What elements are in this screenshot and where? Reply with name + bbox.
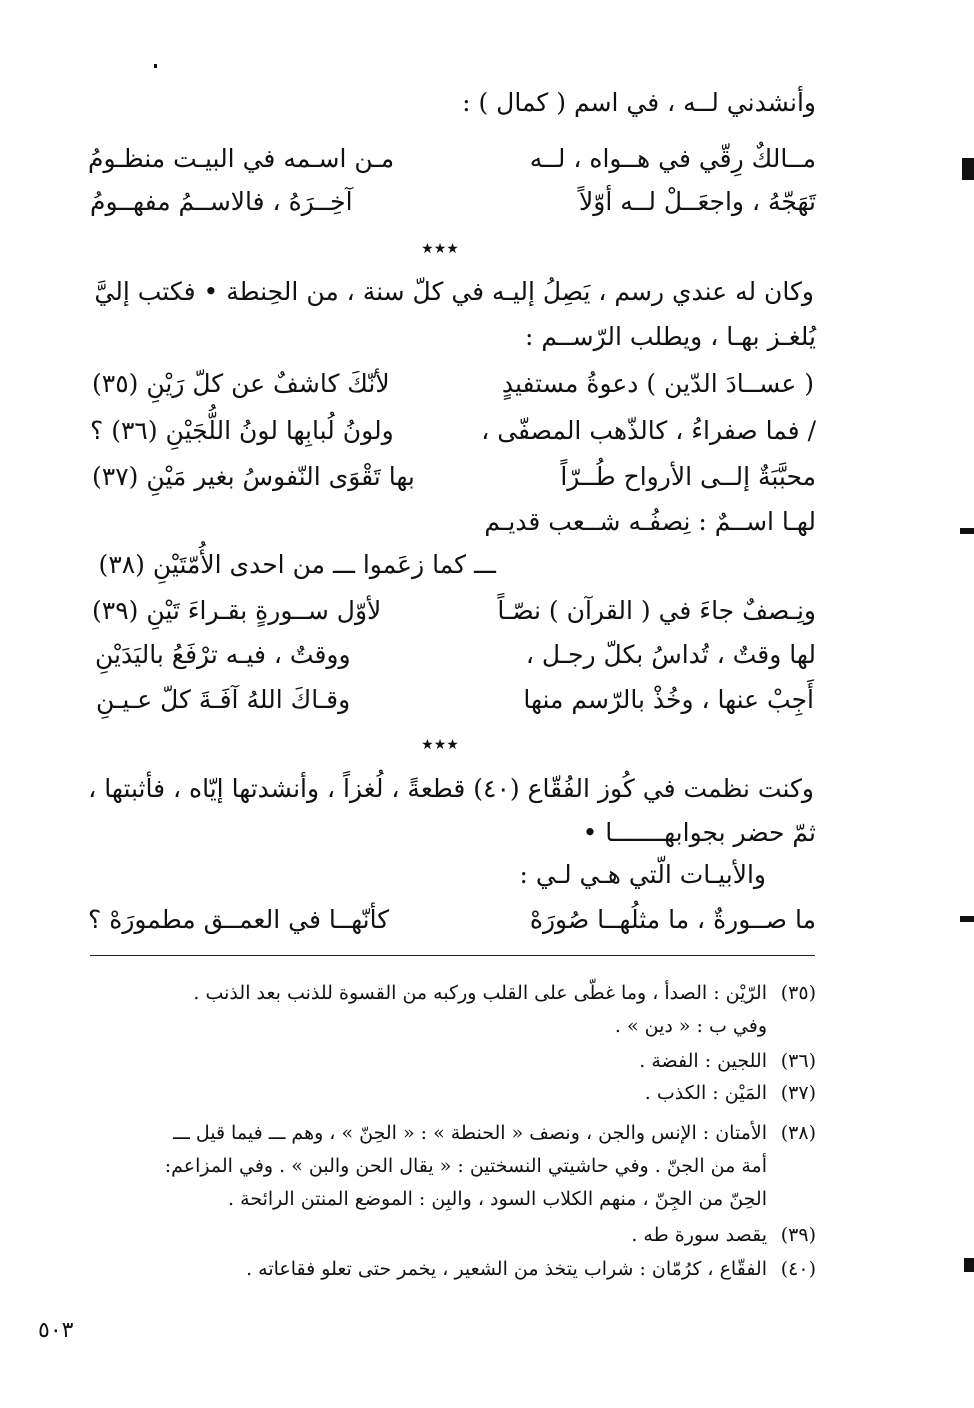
- footnote-text: يقصد سورة طه .: [631, 1224, 767, 1246]
- footnote-number: (٣٨): [780, 1122, 816, 1144]
- verse-row-left: ولونُ لُبابِها لونُ اللُّجَيْنِ (٣٦) ؟: [90, 416, 394, 445]
- verse-row-left: ووقتٌ ، فيـه ترْفَعُ باليَدَيْنِ: [95, 640, 351, 669]
- paragraph-line: يُلغـز بهـا ، ويطلب الرّســم :: [524, 322, 816, 351]
- paragraph-line: وكان له عندي رسم ، يَصِلُ إليـه في كلّ سنة ، من الحِنطة • فكتب إليَّ: [94, 277, 814, 306]
- footnote-number: (٣٥): [780, 982, 816, 1004]
- verse-row-right: محبَّبَةٌ إلــى الأرواح طُــرّاً: [560, 462, 816, 491]
- footnote-text: وفي ب : « دين » .: [614, 1015, 767, 1037]
- footnote-text: الأمتان : الإنس والجن ، ونصف « الحنطة » : « الحِنّ » ، وهم ـــ فيما قيل ـــ: [173, 1122, 767, 1144]
- verse-row-left: لأنّكَ كاشفٌ عن كلّ رَيْنِ (٣٥): [92, 369, 390, 398]
- footnote-text: أمة من الجنّ . وفي حاشيتي النسختين : « يقال الحن والبن » . وفي المزاعم:: [164, 1155, 767, 1177]
- verse-row-right: ونِـصفٌ جاءَ في ( القرآن ) نصّـاً: [497, 596, 816, 625]
- verse-row-right: أَجِبْ عنها ، وخُذْ بالرّسم منها: [523, 685, 814, 714]
- paragraph-line: وكنت نظمت في كُوز الفُقّاع (٤٠) قطعةً ، لُغزاً ، وأنشدتها إيّاه ، فأثبتها ،: [88, 774, 814, 803]
- page-number: ٥٠٣: [38, 1318, 74, 1343]
- verse-2-left: آخِــرَهُ ، فالاســمُ مفهــومُ: [90, 187, 353, 216]
- footnote-text: الرّيْن : الصدأ ، وما غطّى على القلب وركبه من القسوة للذنب بعد الذنب .: [193, 982, 767, 1004]
- verse-row-left: بها تَقْوَى النّفوسُ بغير مَيْنِ (٣٧): [92, 462, 415, 491]
- verse-row-left: لأوّل ســورةٍ بقـراءَ تَيْنِ (٣٩): [92, 596, 382, 625]
- section-divider-stars: ★★★: [421, 241, 459, 257]
- scan-edge-mark: [962, 158, 974, 180]
- paragraph-line: والأبيـات الّتي هـي لـي :: [519, 860, 766, 889]
- verse-1-right: مــالكٌ رِقّي في هــواه ، لــه: [529, 144, 816, 173]
- verse-2-right: تَهَجّهُ ، واجعَــلْ لــه أوّلاً: [579, 187, 816, 216]
- verse-row-right: لهـا اســمٌ : نِصفُـه شــعب قديـم: [484, 507, 816, 536]
- verse-row-left: وقـاكَ اللهُ آفَـةَ كلّ عـيـنِ: [96, 685, 351, 714]
- verse-row-right: لها وقتٌ ، تُداسُ بكلّ رجـل ،: [525, 640, 816, 669]
- footnote-text: الفقّاع ، كرُمّان : شراب يتخذ من الشعير ، يخمر حتى تعلو فقاعاته .: [246, 1258, 767, 1280]
- verse-row-right: / فما صفراءُ ، كالذّهب المصفّى ،: [481, 416, 816, 445]
- verse-row-right: ما صــورةٌ ، ما مثلُهــا صُورَهْ: [529, 905, 816, 934]
- footnote-text: المَيْن : الكذب .: [644, 1082, 767, 1104]
- scan-edge-mark: [960, 528, 974, 534]
- footnote-number: (٣٦): [780, 1050, 816, 1072]
- verse-1-left: مـن اسـمه في البيـت منظـومُ: [88, 144, 395, 173]
- verse-row-right: ـــ كما زعَموا ـــ من احدى الأُمّتَيْنِ (٣٨): [98, 550, 496, 579]
- footnote-number: (٤٠): [780, 1258, 816, 1280]
- footnote-number: (٣٩): [780, 1224, 816, 1246]
- paragraph-line: ثمّ حضر بجوابهـــــــا •: [582, 818, 816, 847]
- footnote-text: اللجين : الفضة .: [639, 1050, 767, 1072]
- footnote-text: الحِنّ من الجِنّ ، منهم الكلاب السود ، والبِن : الموضع المنتن الرائحة .: [228, 1188, 767, 1210]
- scan-edge-mark: [960, 916, 974, 922]
- verse-row-right: ( عســادَ الدّين ) دعوةُ مستفيدٍ: [501, 369, 814, 398]
- intro-line: وأنشدني لــه ، في اسم ( كمال ) :: [462, 88, 816, 117]
- ink-speck: [154, 64, 157, 68]
- scan-edge-mark: [964, 1258, 974, 1272]
- verse-row-left: كأنّهــا في العمــق مطمورَهْ ؟: [88, 905, 390, 934]
- footnote-separator: [90, 955, 815, 956]
- footnote-number: (٣٧): [780, 1082, 816, 1104]
- section-divider-stars: ★★★: [421, 737, 459, 753]
